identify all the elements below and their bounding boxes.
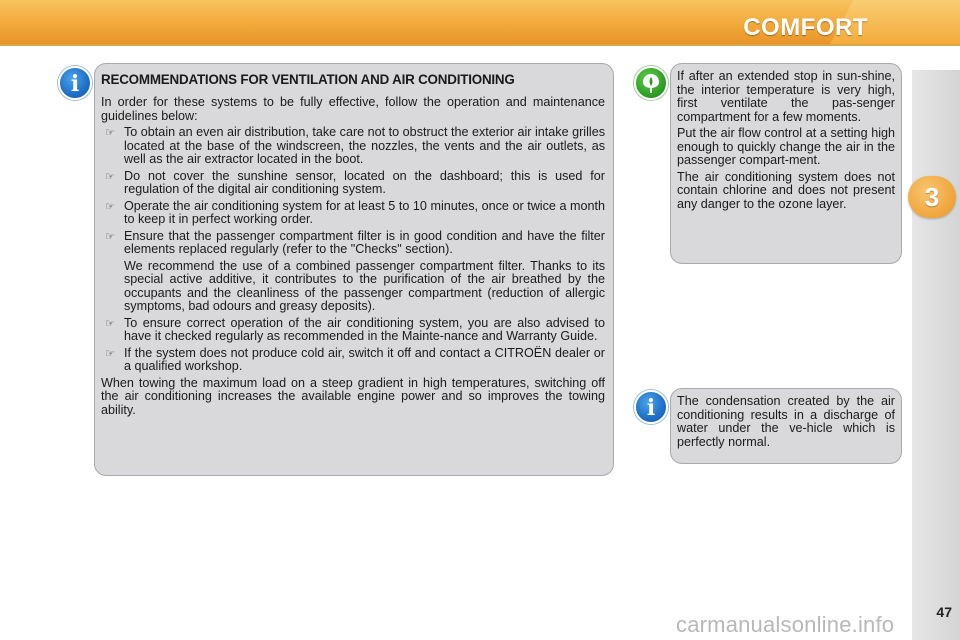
eco-tip-paragraph: If after an extended stop in sun-shine, the interior temperature is very high, first ventilate the pas-senger compartment for a few moments. [677, 69, 895, 124]
list-item-text: To ensure correct operation of the air conditioning system, you are also advised to have it checked regularly as recommended in the Mainte-nance and Warranty Guide. [124, 315, 605, 343]
leaf-glyph [641, 72, 661, 94]
ventilation-recommendations-panel [94, 63, 614, 476]
side-strip [912, 70, 960, 640]
list-item-text: Do not cover the sunshine sensor, located on the dashboard; this is used for regulation of the digital air conditioning system. [124, 168, 605, 196]
pointing-hand-icon: ☞ [105, 316, 115, 330]
chapter-tab[interactable] [908, 176, 956, 218]
pointing-hand-icon: ☞ [105, 229, 115, 243]
condensation-note-panel [670, 388, 902, 464]
header-divider [0, 44, 960, 46]
info-icon [58, 66, 92, 100]
list-item [101, 347, 605, 374]
condensation-text: The condensation created by the air conditioning results in a discharge of water under the ve-hicle which is perfectly normal. [677, 394, 895, 449]
page-number: 47 [936, 604, 952, 620]
pointing-hand-icon: ☞ [105, 346, 115, 360]
section-title: COMFORT [743, 14, 868, 41]
list-item [101, 317, 605, 344]
chapter-number: 3 [924, 182, 940, 212]
list-item [101, 200, 605, 227]
list-item [101, 230, 605, 257]
eco-tip-paragraph: The air conditioning system does not contain chlorine and does not present any danger to the ozone layer. [677, 169, 895, 211]
eco-leaf-icon [634, 66, 668, 100]
watermark: carmanualsonline.info [676, 612, 895, 637]
info-glyph: i [70, 71, 80, 97]
pointing-hand-icon: ☞ [105, 199, 115, 213]
pointing-hand-icon: ☞ [105, 126, 115, 139]
eco-tip-panel [670, 63, 902, 264]
info-glyph: i [646, 395, 656, 421]
intro-text: In order for these systems to be fully effective, follow the operation and maintenance guidelines below: [101, 95, 605, 123]
list-item-text: To obtain an even air distribution, take care not to obstruct the exterior air intake grilles located at the base of the windscreen, the nozzles, the vents and the air outlets, as well as the air extractor located in the boot. [124, 125, 605, 166]
towing-note: When towing the maximum load on a steep gradient in high temperatures, switching off the air conditioning increases the available engine power and so improves the towing ability. [101, 375, 605, 417]
panel-title: RECOMMENDATIONS FOR VENTILATION AND AIR CONDITIONING [101, 72, 515, 87]
filter-note: We recommend the use of a combined passenger compartment filter. Thanks to its special active additive, it contributes to the purification of the air breathed by the occupants and the cleanliness of the passenger compartment (reduction of allergic symptoms, bad odours and greasy deposits). [124, 258, 605, 313]
list-item-text: If the system does not produce cold air, switch it off and contact a CITROËN dealer or a qualified workshop. [124, 345, 605, 373]
pointing-hand-icon: ☞ [105, 169, 115, 183]
list-item-text: Operate the air conditioning system for at least 5 to 10 minutes, once or twice a month to keep it in perfect working order. [124, 198, 605, 226]
eco-tip-paragraph: Put the air flow control at a setting high enough to quickly change the air in the passenger compart-ment. [677, 126, 895, 167]
list-item [101, 126, 605, 167]
info-icon [634, 390, 668, 424]
list-item-text: Ensure that the passenger compartment filter is in good condition and have the filter elements replaced regularly (refer to the "Checks" section). [124, 228, 605, 256]
list-item [101, 170, 605, 197]
